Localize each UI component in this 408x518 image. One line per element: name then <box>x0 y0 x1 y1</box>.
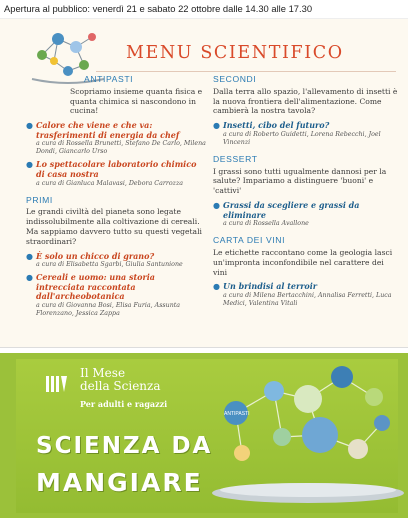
logo-title <box>80 367 161 393</box>
menu-column-left <box>26 75 206 322</box>
menu-item <box>26 121 206 156</box>
section-intro-dessert: I grassi sono tutti ugualmente dannosi per la salute? Impariamo a distinguere 'buoni' e 'cattivi' <box>213 166 387 196</box>
menu-item-title: Cereali e uomo: una storia intrecciata raccontata dall'archeobotanica <box>36 272 155 302</box>
menu-item <box>213 282 399 308</box>
menu-item-credits: a cura di Rossella Avallone <box>223 220 309 228</box>
molecule-tray-illustration <box>196 353 408 518</box>
bullet-icon: ● <box>213 200 220 210</box>
menu-item <box>26 160 206 187</box>
opening-hours-text: Apertura al pubblico: venerdì 21 e sabato 22 ottobre dalle 14.30 alle 17.30 <box>4 3 313 14</box>
menu-item-title: Grassi da scegliere e grassi da eliminare <box>223 199 360 220</box>
menu-column-right <box>213 75 399 312</box>
logo-subtitle: Per adulti e ragazzi <box>80 399 168 409</box>
bullet-icon: ● <box>213 282 220 292</box>
menu-item-credits: a cura di Elisabetta Sgarbi, Giulia Santunione <box>36 261 183 269</box>
section-intro-secondi: Dalla terra allo spazio, l'allevamento di insetti è la nuova frontiera dell'alimentazione. Come cambierà la nostra tavola? <box>213 86 398 116</box>
section-intro-primi: Le grandi civiltà del pianeta sono legate indissolubilmente alla coltivazione di cereali. Ma sappiamo davvero tutto su questi vegetali straordinari? <box>26 207 202 246</box>
menu-item <box>213 201 399 228</box>
section-heading-primi: PRIMI <box>26 194 53 205</box>
menu-item-title: È solo un chicco di grano? <box>36 250 155 261</box>
logo-title-line-2: della Scienza <box>80 379 161 393</box>
menu-item-credits: a cura di Gianluca Malavasi, Debora Carrozza <box>36 179 184 187</box>
menu-item-credits: a cura di Rossella Brunetti, Stefano De Carlo, Milena Dondi, Giancarlo Urso <box>36 140 206 156</box>
bullet-icon: ● <box>26 121 33 131</box>
section-heading-dessert: DESSERT <box>213 153 258 164</box>
menu-item-credits: a cura di Milena Bertacchini, Annalisa Ferretti, Luca Medici, Valentina Vitali <box>223 291 392 307</box>
section-intro-antipasti: Scopriamo insieme quanta fisica e quanta chimica si nascondono in cucina! <box>70 86 203 116</box>
section-heading-vini: CARTA DEI VINI <box>213 235 286 246</box>
bullet-icon: ● <box>26 273 33 283</box>
section-intro-vini: Le etichette raccontano come la geologia lasci un'impronta inconfondibile nel carattere dei vini <box>213 247 393 277</box>
bullet-icon: ● <box>213 121 220 131</box>
menu-item-title: Lo spettacolare laboratorio chimico di casa nostra <box>36 159 197 179</box>
section-heading-secondi: SECONDI <box>213 74 257 84</box>
section-heading-antipasti: ANTIPASTI <box>84 74 134 84</box>
banner-title-line-1: SCIENZA DA <box>36 433 213 459</box>
menu-item-title: Un brindisi al terroir <box>223 281 318 292</box>
menu-item <box>26 273 206 318</box>
mese-scienza-logo-icon <box>46 374 68 394</box>
antipasti-tag: ANTIPASTI <box>224 411 250 417</box>
menu-item-credits: a cura di Roberto Guidetti, Lorena Rebecchi, Joel Vincenzi <box>223 130 381 146</box>
bullet-icon: ● <box>26 160 33 170</box>
menu-card <box>0 18 408 348</box>
menu-item-credits: a cura di Giovanna Bosi, Elisa Furia, Assunta Florenzano, Jessica Zappa <box>36 301 181 317</box>
menu-title: MENU SCIENTIFICO <box>126 43 344 63</box>
menu-item-title: Calore che viene e che va: trasferimenti di energia da chef <box>36 120 180 140</box>
bullet-icon: ● <box>26 251 33 261</box>
menu-item <box>26 252 206 270</box>
title-divider <box>96 71 396 72</box>
menu-item-title: Insetti, cibo del futuro? <box>223 120 330 131</box>
event-banner <box>0 353 408 518</box>
menu-item <box>213 121 399 147</box>
banner-title-line-2: MANGIARE <box>36 468 203 497</box>
logo-title-line-1: Il Mese <box>80 366 126 380</box>
